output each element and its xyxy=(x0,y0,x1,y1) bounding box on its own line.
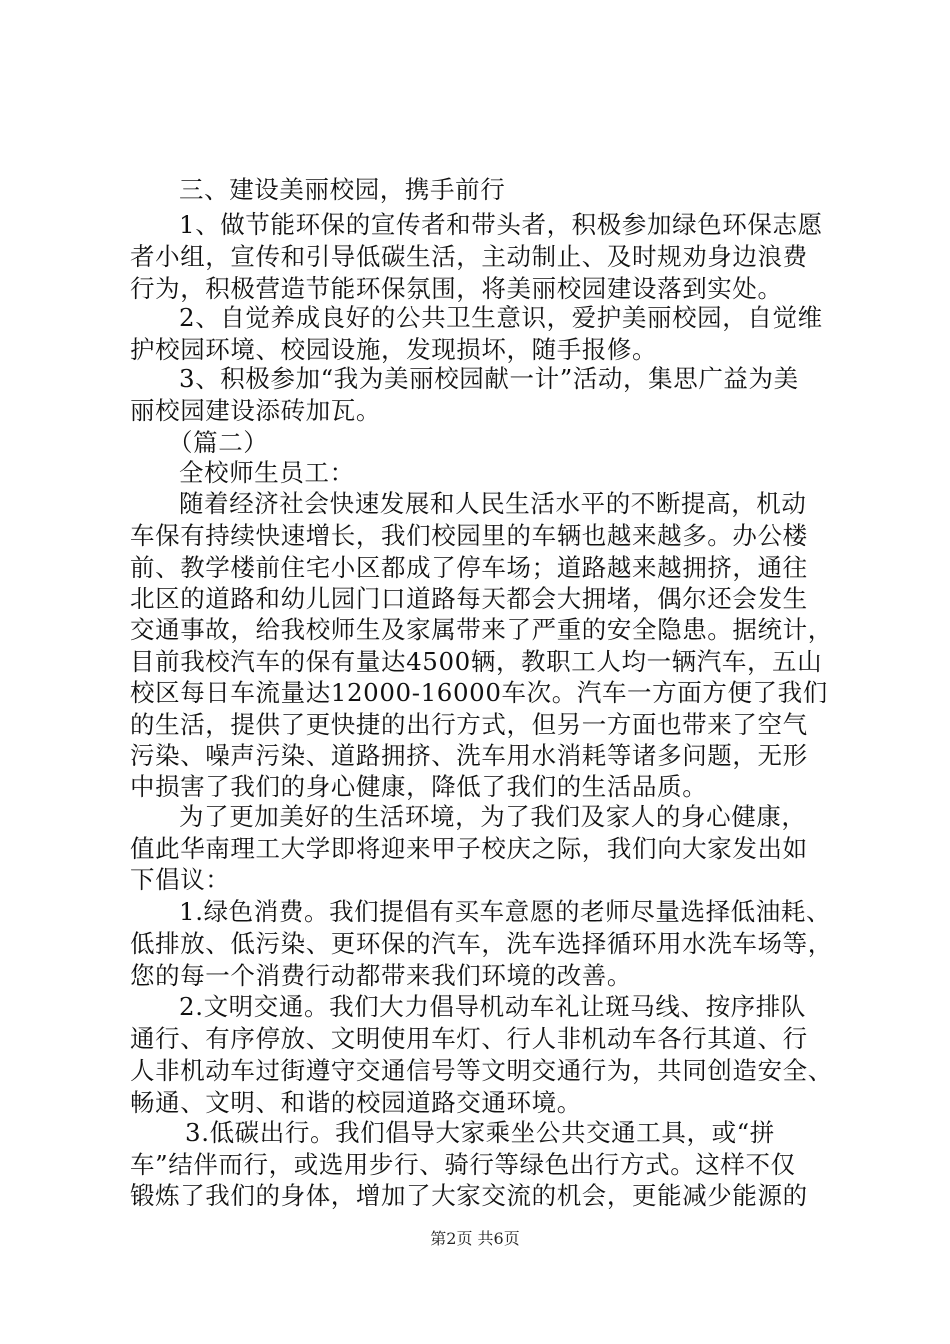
paragraph-line: 畅通、文明、和谐的校园道路交通环境。 xyxy=(130,1088,582,1117)
paragraph-line: 下倡议： xyxy=(130,865,231,894)
paragraph-line: 通行、有序停放、文明使用车灯、行人非机动车各行其道、行 xyxy=(130,1024,808,1053)
paragraph-line: 护校园环境、校园设施，发现损坏，随手报修。 xyxy=(130,335,658,364)
section-subtitle: （篇二） xyxy=(168,428,269,457)
paragraph-line: 校区每日车流量达12000-16000车次。汽车一方面方便了我们 xyxy=(130,678,828,707)
paragraph-line: 1.绿色消费。我们提倡有买车意愿的老师尽量选择低油耗、 xyxy=(179,897,832,926)
salutation: 全校师生员工： xyxy=(179,458,355,487)
paragraph-line: 前、教学楼前住宅小区都成了停车场；道路越来越拥挤，通往 xyxy=(130,553,808,582)
paragraph-line: 为了更加美好的生活环境，为了我们及家人的身心健康， xyxy=(179,802,807,831)
paragraph-line: 2.文明交通。我们大力倡导机动车礼让斑马线、按序排队 xyxy=(179,992,806,1021)
paragraph-line: 1、做节能环保的宣传者和带头者，积极参加绿色环保志愿 xyxy=(179,210,823,239)
paragraph-line: 随着经济社会快速发展和人民生活水平的不断提高，机动 xyxy=(179,489,807,518)
paragraph-line: 您的每一个消费行动都带来我们环境的改善。 xyxy=(130,961,632,990)
paragraph-line: 的生活，提供了更快捷的出行方式，但另一方面也带来了空气 xyxy=(130,710,808,739)
paragraph-line: 目前我校汽车的保有量达4500辆，教职工人均一辆汽车，五山 xyxy=(130,647,823,676)
paragraph-line: 行为，积极营造节能环保氛围，将美丽校园建设落到实处。 xyxy=(130,274,783,303)
paragraph-line: 交通事故，给我校师生及家属带来了严重的安全隐患。据统计， xyxy=(130,615,833,644)
paragraph-line: 值此华南理工大学即将迎来甲子校庆之际，我们向大家发出如 xyxy=(130,834,808,863)
paragraph-line: 2、自觉养成良好的公共卫生意识，爱护美丽校园，自觉维 xyxy=(179,303,823,332)
page-number-footer: 第2页 共6页 xyxy=(430,1229,520,1248)
paragraph-line: 污染、噪声污染、道路拥挤、洗车用水消耗等诸多问题，无形 xyxy=(130,741,808,770)
paragraph-line: 低排放、低污染、更环保的汽车，洗车选择循环用水洗车场等， xyxy=(130,929,833,958)
paragraph-line: 锻炼了我们的身体，增加了大家交流的机会，更能减少能源的 xyxy=(130,1181,808,1210)
section-heading: 三、建设美丽校园，携手前行 xyxy=(179,175,506,204)
paragraph-line: 人非机动车过街遵守交通信号等文明交通行为，共同创造安全、 xyxy=(130,1056,833,1085)
paragraph-line: 车”结伴而行，或选用步行、骑行等绿色出行方式。这样不仅 xyxy=(130,1150,796,1179)
paragraph-line: 丽校园建设添砖加瓦。 xyxy=(130,396,381,425)
paragraph-line: 者小组，宣传和引导低碳生活，主动制止、及时规劝身边浪费 xyxy=(130,242,808,271)
paragraph-line: 3、积极参加“我为美丽校园献一计”活动，集思广益为美 xyxy=(179,364,799,393)
paragraph-line: 中损害了我们的身心健康，降低了我们的生活品质。 xyxy=(130,772,708,801)
paragraph-line: 北区的道路和幼儿园门口道路每天都会大拥堵，偶尔还会发生 xyxy=(130,584,808,613)
paragraph-line: 3.低碳出行。我们倡导大家乘坐公共交通工具，或“拼 xyxy=(185,1118,775,1147)
paragraph-line: 车保有持续快速增长，我们校园里的车辆也越来越多。办公楼 xyxy=(130,521,808,550)
